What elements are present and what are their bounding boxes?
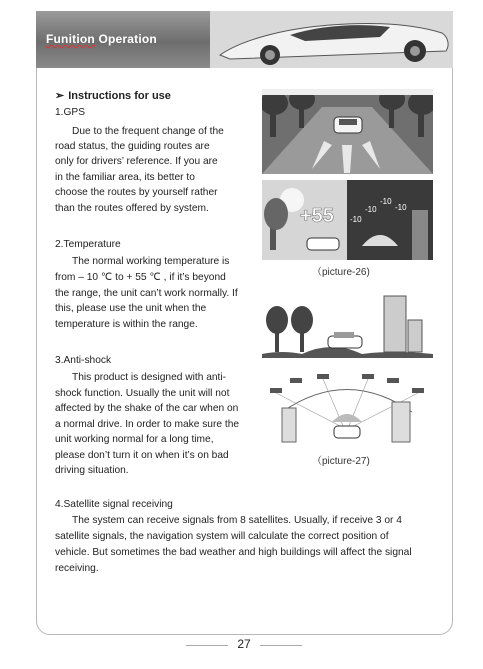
gps-line: Due to the frequent change of the [72, 126, 224, 137]
cold-temperature: -10 [380, 197, 392, 206]
gps-line: only for drivers’ reference. If you are [55, 156, 218, 167]
car-image [210, 11, 453, 68]
header-title-word1: Funition [46, 32, 95, 46]
antishock-line: shock function. Usually the unit will not [55, 388, 230, 399]
header-title-word2: Operation [98, 32, 157, 46]
satellite-line: receiving. [55, 563, 99, 574]
antishock-line: affected by the shake of the car when on [55, 403, 239, 414]
antishock-line: please don’t turn it on when it’s on bad [55, 450, 229, 461]
temperature-picture [262, 180, 433, 260]
temperature-line: from – 10 ℃ to + 55 ℃ , if it’s beyond [55, 272, 226, 283]
section-heading-text: Instructions for use [68, 90, 171, 102]
page-number: 27 [228, 637, 260, 651]
antishock-line: unit working normal for a long time, [55, 434, 214, 445]
road-picture [262, 89, 433, 174]
gps-line: choose the routes by yourself rather [55, 187, 218, 198]
antishock-line: a normal drive. In order to make sure the [55, 419, 240, 430]
cold-temperature: -10 [395, 203, 407, 212]
gps-line: than the routes offered by system. [55, 203, 209, 214]
antishock-picture [262, 290, 433, 358]
header-title [46, 32, 157, 46]
hot-temperature: +55 [300, 205, 334, 227]
temperature-line: The normal working temperature is [72, 256, 230, 267]
cold-temperature: -10 [350, 215, 362, 224]
satellite-line: satellite signals, the navigation system will calculate the correct position of [55, 531, 389, 542]
gps-title: 1.GPS [55, 107, 86, 118]
gps-line: road status, the guiding routes are [55, 141, 210, 152]
satellite-picture [262, 372, 433, 444]
temperature-line: this, please use the unit when the [55, 303, 207, 314]
temperature-line: the range, the unit can’t work normally. If [55, 288, 238, 299]
temperature-title: 2.Temperature [55, 239, 121, 250]
gps-line: in the familiar area, its better to [55, 172, 195, 183]
arrow-icon: ➢ [55, 90, 65, 102]
picture-27-caption: （picture-27) [312, 456, 370, 467]
antishock-line: This product is designed with anti- [72, 372, 227, 383]
antishock-line: driving situation. [55, 465, 129, 476]
satellite-title: 4.Satellite signal receiving [55, 499, 173, 510]
picture-26-caption: （picture-26) [312, 267, 370, 278]
temperature-line: temperature is within the range. [55, 319, 198, 330]
footer-line-left [186, 645, 228, 646]
satellite-line: vehicle. But sometimes the bad weather and high buildings will affect the signal [55, 547, 412, 558]
footer-line-right [260, 645, 302, 646]
satellite-line: The system can receive signals from 8 satellites. Usually, if receive 3 or 4 [72, 515, 402, 526]
section-heading [55, 89, 171, 102]
cold-temperature: -10 [365, 205, 377, 214]
antishock-title: 3.Anti-shock [55, 355, 112, 366]
